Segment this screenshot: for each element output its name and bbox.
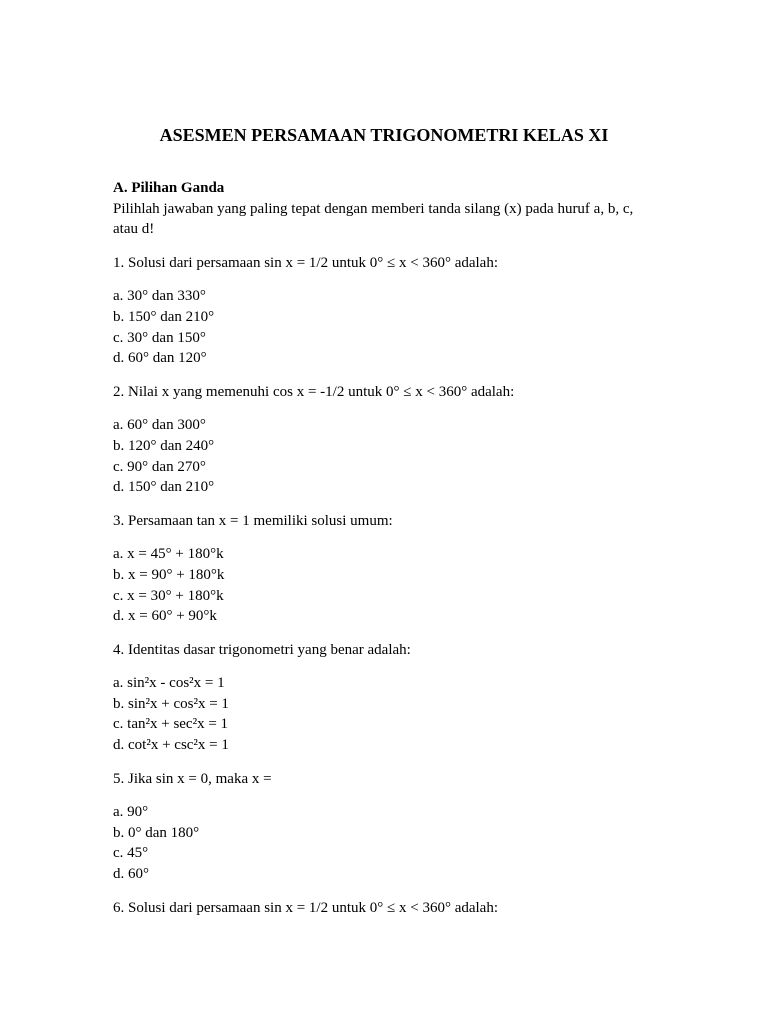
option-c: c. tan²x + sec²x = 1 bbox=[113, 716, 229, 733]
option-c: c. 90° dan 270° bbox=[113, 458, 206, 475]
question-text: 6. Solusi dari persamaan sin x = 1/2 untuk 0° ≤ x < 360° adalah: bbox=[113, 899, 499, 916]
option-a: a. x = 45° + 180°k bbox=[113, 546, 224, 563]
option-b: b. 0° dan 180° bbox=[113, 824, 200, 841]
option-a: a. 90° bbox=[113, 804, 149, 821]
option-c: c. 45° bbox=[113, 845, 149, 862]
option-a: a. 30° dan 330° bbox=[113, 288, 206, 305]
section-instruction: Pilihlah jawaban yang paling tepat dengan memberi tanda silang (x) pada huruf a, b, c, atau d! bbox=[113, 200, 634, 238]
question-5 bbox=[113, 769, 658, 885]
question-text: 2. Nilai x yang memenuhi cos x = -1/2 untuk 0° ≤ x < 360° adalah: bbox=[113, 383, 515, 400]
section-heading: A. Pilihan Ganda bbox=[113, 180, 225, 196]
option-b: b. 120° dan 240° bbox=[113, 437, 215, 454]
question-text: 1. Solusi dari persamaan sin x = 1/2 untuk 0° ≤ x < 360° adalah: bbox=[113, 254, 499, 271]
option-c: c. x = 30° + 180°k bbox=[113, 587, 224, 604]
option-d: d. 60° dan 120° bbox=[113, 350, 207, 367]
document-body bbox=[113, 178, 658, 918]
option-b: b. 150° dan 210° bbox=[113, 308, 215, 325]
question-3 bbox=[113, 511, 658, 627]
question-text: 4. Identitas dasar trigonometri yang benar adalah: bbox=[113, 641, 411, 658]
option-a: a. 60° dan 300° bbox=[113, 417, 206, 434]
option-d: d. x = 60° + 90°k bbox=[113, 608, 217, 625]
option-d: d. 150° dan 210° bbox=[113, 479, 215, 496]
option-a: a. sin²x - cos²x = 1 bbox=[113, 675, 225, 692]
question-1 bbox=[113, 253, 658, 369]
question-text: 5. Jika sin x = 0, maka x = bbox=[113, 770, 272, 787]
option-b: b. x = 90° + 180°k bbox=[113, 566, 225, 583]
document-title: ASESMEN PERSAMAAN TRIGONOMETRI KELAS XI bbox=[159, 125, 609, 145]
option-d: d. 60° bbox=[113, 866, 149, 883]
option-b: b. sin²x + cos²x = 1 bbox=[113, 695, 229, 712]
question-4 bbox=[113, 640, 658, 756]
option-c: c. 30° dan 150° bbox=[113, 329, 206, 346]
question-text: 3. Persamaan tan x = 1 memiliki solusi umum: bbox=[113, 512, 393, 529]
question-6 bbox=[113, 898, 658, 919]
question-2 bbox=[113, 382, 658, 498]
option-d: d. cot²x + csc²x = 1 bbox=[113, 737, 229, 754]
